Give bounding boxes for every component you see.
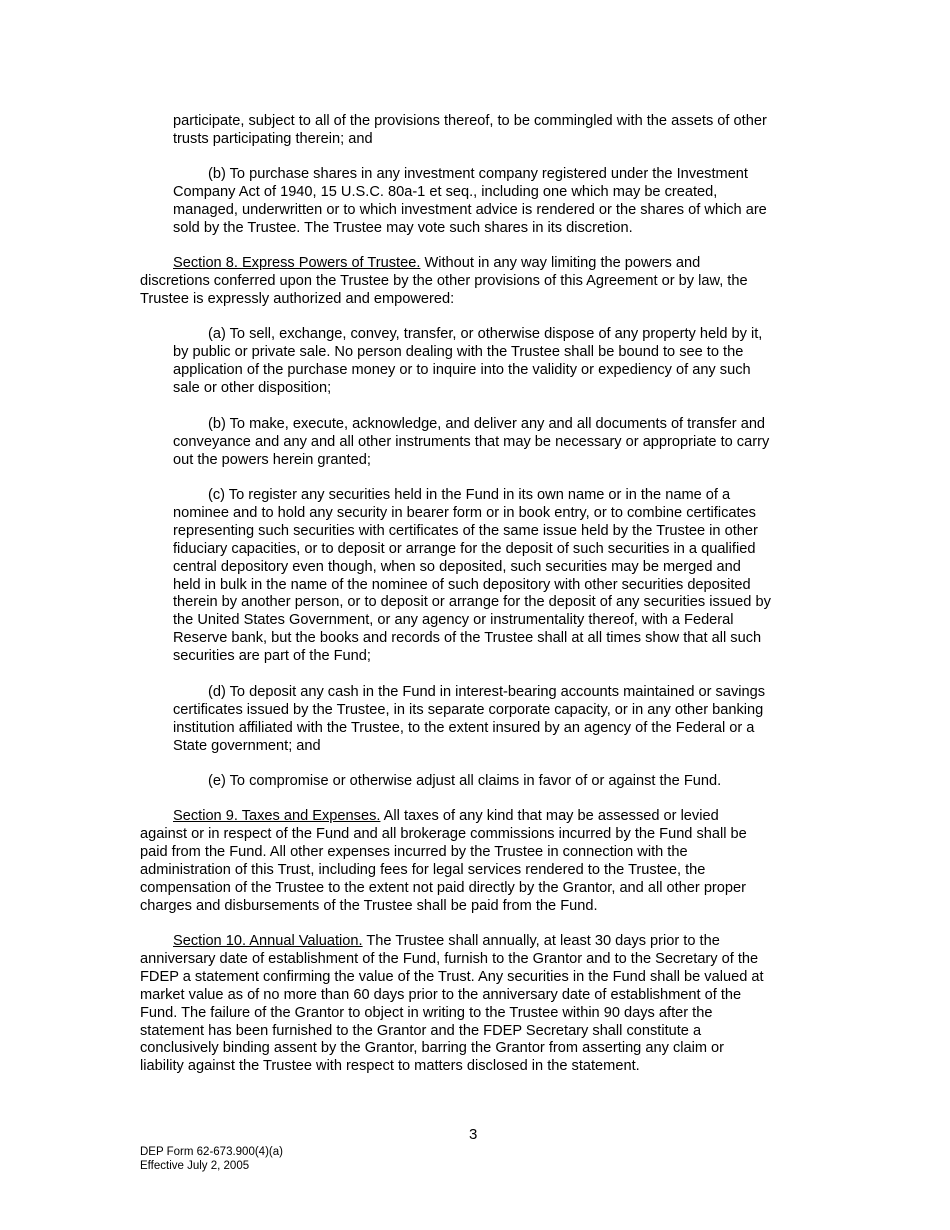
text-line: Reserve bank, but the books and records of the Trustee shall at all times show that all such (173, 630, 762, 647)
text-line: discretions conferred upon the Trustee by the other provisions of this Agreement or by law, the (140, 272, 748, 289)
text-line: held in bulk in the name of the nominee of such depository with other securities deposited (173, 576, 751, 593)
text-line: FDEP a statement confirming the value of the Trust. Any securities in the Fund shall be valued at (140, 968, 764, 985)
text-line: institution affiliated with the Trustee, to the extent insured by an agency of the Federal or a (173, 719, 755, 736)
text-line: State government; and (173, 737, 321, 754)
text-line: Without in any way limiting the powers and (420, 255, 701, 271)
text-line: statement has been furnished to the Grantor and the FDEP Secretary shall constitute a (140, 1022, 702, 1039)
text-line: representing such securities with certificates of the same issue held by the Trustee in other (173, 522, 758, 539)
text-line: trusts participating therein; and (173, 130, 373, 147)
section-10-paragraph (140, 933, 764, 1076)
text-line: (e) To compromise or otherwise adjust all claims in favor of or against the Fund. (208, 773, 722, 789)
page-number: 3 (469, 1126, 478, 1143)
text-line: therein by another person, or to deposit or arrange for the deposit of any securities issued by (173, 594, 771, 611)
text-line: (c) To register any securities held in the Fund in its own name or in the name of a (208, 487, 731, 503)
text-line: out the powers herein granted; (173, 451, 371, 468)
text-line: against or in respect of the Fund and all brokerage commissions incurred by the Fund shall be (140, 825, 747, 842)
item-8b-paragraph (173, 416, 769, 470)
item-7b-paragraph (173, 166, 767, 238)
item-8c-paragraph (173, 487, 771, 666)
section-10-heading: Section 10. Annual Valuation. (173, 933, 363, 949)
section-8-first-line (140, 255, 748, 273)
footer (140, 1145, 283, 1173)
text-line: central depository even though, when so deposited, such securities may be merged and (173, 558, 741, 575)
item-8a-paragraph (173, 326, 762, 398)
text-line: certificates issued by the Trustee, in its separate corporate capacity, or in any other banking (173, 701, 764, 718)
section-9-first-line (140, 808, 747, 826)
section-9-heading: Section 9. Taxes and Expenses. (173, 808, 381, 824)
text-line: (b) To make, execute, acknowledge, and deliver any and all documents of transfer and (208, 416, 766, 432)
section-10-first-line (140, 933, 764, 951)
text-line: conveyance and any and all other instruments that may be necessary or appropriate to carry (173, 433, 770, 450)
text-line: compensation of the Trustee to the extent not paid directly by the Grantor, and all other proper (140, 879, 747, 896)
text-line: participate, subject to all of the provisions thereof, to be commingled with the assets of other (173, 113, 767, 129)
text-line: anniversary date of establishment of the Fund, furnish to the Grantor and to the Secretary of the (140, 950, 759, 967)
text-line: Fund. The failure of the Grantor to object in writing to the Trustee within 90 days after the (140, 1004, 713, 1021)
section-8-heading: Section 8. Express Powers of Trustee. (173, 255, 421, 271)
text-line: Company Act of 1940, 15 U.S.C. 80a-1 et seq., including one which may be created, (173, 183, 718, 200)
item-8e-paragraph (173, 773, 721, 791)
text-line: sale or other disposition; (173, 379, 332, 396)
text-line: application of the purchase money or to inquire into the validity or expediency of any such (173, 361, 751, 378)
text-line: by public or private sale. No person dealing with the Trustee shall be bound to see to the (173, 343, 744, 360)
text-line: paid from the Fund. All other expenses incurred by the Trustee in connection with the (140, 843, 688, 860)
text-line: conclusively binding assent by the Grantor, barring the Grantor from asserting any claim or (140, 1040, 725, 1057)
text-line: Trustee is expressly authorized and empowered: (140, 290, 455, 307)
text-line: (b) To purchase shares in any investment company registered under the Investment (208, 166, 748, 182)
footer-effective-date: Effective July 2, 2005 (140, 1160, 250, 1172)
text-line: the United States Government, or any agency or instrumentality thereof, with a Federal (173, 612, 734, 629)
section-8-paragraph (140, 255, 748, 309)
footer-form-number: DEP Form 62-673.900(4)(a) (140, 1146, 283, 1158)
text-line: (a) To sell, exchange, convey, transfer, or otherwise dispose of any property held by it, (208, 326, 763, 342)
text-line: sold by the Trustee. The Trustee may vote such shares in its discretion. (173, 219, 633, 236)
text-line: liability against the Trustee with respect to matters disclosed in the statement. (140, 1058, 640, 1075)
text-line: managed, underwritten or to which investment advice is rendered or the shares of which are (173, 201, 767, 218)
text-line: fiduciary capacities, or to deposit or arrange for the deposit of such securities in a qualified (173, 540, 756, 557)
text-line: The Trustee shall annually, at least 30 days prior to the (362, 933, 720, 949)
section-9-paragraph (140, 808, 747, 915)
continuation-paragraph (173, 113, 767, 149)
text-line: administration of this Trust, including fees for legal services rendered to the Trustee, the (140, 861, 706, 878)
text-line: securities are part of the Fund; (173, 648, 371, 665)
text-line: nominee and to hold any security in bearer form or in book entry, or to combine certificates (173, 504, 756, 521)
item-8d-paragraph (173, 684, 765, 756)
text-line: charges and disbursements of the Trustee shall be paid from the Fund. (140, 897, 598, 914)
text-line: (d) To deposit any cash in the Fund in interest-bearing accounts maintained or savings (208, 684, 766, 700)
text-line: market value as of no more than 60 days prior to the anniversary date of establishment of the (140, 986, 742, 1003)
text-line: All taxes of any kind that may be assessed or levied (380, 808, 719, 824)
